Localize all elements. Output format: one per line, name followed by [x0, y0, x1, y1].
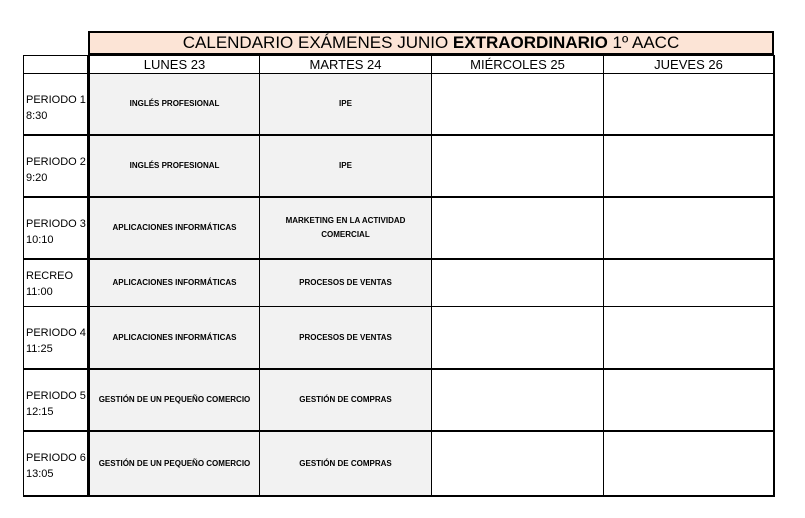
empty-cell-jueves: [604, 307, 775, 370]
exam-cell-lunes: APLICACIONES INFORMÁTICAS: [88, 307, 260, 370]
period-label: PERIODO 3 10:10: [23, 198, 88, 260]
day-header-martes: MARTES 24: [260, 55, 432, 74]
exam-cell-martes: PROCESOS DE VENTAS: [260, 307, 432, 370]
empty-cell-jueves: [604, 136, 775, 198]
exam-cell-lunes: GESTIÓN DE UN PEQUEÑO COMERCIO: [88, 370, 260, 432]
exam-cell-martes: GESTIÓN DE COMPRAS: [260, 432, 432, 497]
exam-cell-martes: PROCESOS DE VENTAS: [260, 260, 432, 307]
period-label: PERIODO 6 13:05: [23, 432, 88, 497]
corner-cell: [23, 55, 88, 74]
period-label: PERIODO 5 12:15: [23, 370, 88, 432]
empty-cell-miercoles: [432, 307, 604, 370]
exam-cell-martes: GESTIÓN DE COMPRAS: [260, 370, 432, 432]
exam-cell-martes: MARKETING EN LA ACTIVIDAD COMERCIAL: [260, 198, 432, 260]
period-label: RECREO 11:00: [23, 260, 88, 307]
empty-cell-miercoles: [432, 432, 604, 497]
title-suffix: 1º AACC: [607, 33, 680, 52]
exam-cell-lunes: APLICACIONES INFORMÁTICAS: [88, 198, 260, 260]
day-header-jueves: JUEVES 26: [604, 55, 775, 74]
empty-cell-jueves: [604, 74, 775, 136]
exam-cell-lunes: INGLÉS PROFESIONAL: [88, 136, 260, 198]
period-label: PERIODO 4 11:25: [23, 307, 88, 370]
exam-cell-lunes: APLICACIONES INFORMÁTICAS: [88, 260, 260, 307]
empty-cell-jueves: [604, 432, 775, 497]
empty-cell-jueves: [604, 260, 775, 307]
day-header-lunes: LUNES 23: [88, 55, 260, 74]
day-header-miercoles: MIÉRCOLES 25: [432, 55, 604, 74]
empty-cell-miercoles: [432, 136, 604, 198]
exam-cell-martes: IPE: [260, 74, 432, 136]
period-label: PERIODO 1 8:30: [23, 74, 88, 136]
exam-cell-lunes: INGLÉS PROFESIONAL: [88, 74, 260, 136]
calendar-title: [88, 31, 774, 55]
empty-cell-miercoles: [432, 260, 604, 307]
empty-cell-jueves: [604, 198, 775, 260]
exam-cell-lunes: GESTIÓN DE UN PEQUEÑO COMERCIO: [88, 432, 260, 497]
title-main: CALENDARIO EXÁMENES JUNIO: [182, 33, 453, 52]
exam-cell-martes: IPE: [260, 136, 432, 198]
empty-cell-miercoles: [432, 198, 604, 260]
exam-schedule-table: [23, 55, 775, 497]
empty-cell-miercoles: [432, 370, 604, 432]
title-bold: EXTRAORDINARIO: [452, 33, 608, 52]
empty-cell-jueves: [604, 370, 775, 432]
empty-cell-miercoles: [432, 74, 604, 136]
period-label: PERIODO 2 9:20: [23, 136, 88, 198]
